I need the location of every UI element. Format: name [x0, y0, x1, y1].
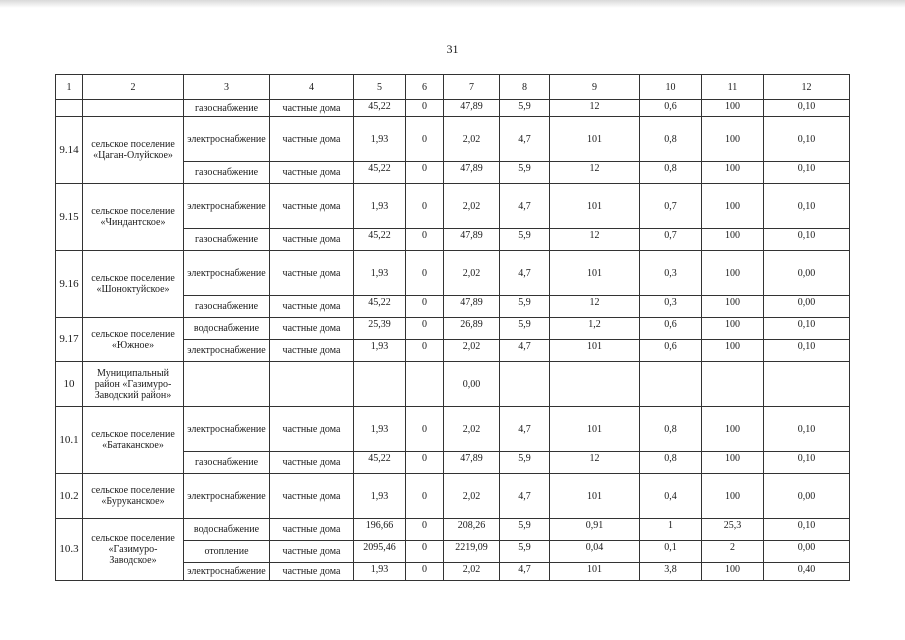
value-cell: 100 — [702, 563, 764, 581]
value-cell: 0,10 — [764, 452, 850, 474]
value-cell: 0 — [406, 318, 444, 340]
value-cell: 4,7 — [500, 117, 550, 162]
service-cell: водоснабжение — [184, 519, 270, 541]
housing-cell — [270, 362, 354, 407]
value-cell: 0,10 — [764, 229, 850, 251]
table-row — [56, 474, 850, 519]
header-cell: 10 — [640, 75, 702, 100]
value-cell: 100 — [702, 100, 764, 117]
value-cell: 101 — [550, 184, 640, 229]
value-cell: 45,22 — [354, 100, 406, 117]
housing-cell: частные дома — [270, 184, 354, 229]
value-cell: 5,9 — [500, 541, 550, 563]
value-cell: 0,40 — [764, 563, 850, 581]
housing-cell: частные дома — [270, 519, 354, 541]
header-cell: 4 — [270, 75, 354, 100]
page-number: 31 — [446, 42, 459, 56]
housing-cell: частные дома — [270, 340, 354, 362]
service-cell: электроснабжение — [184, 340, 270, 362]
value-cell: 0,4 — [640, 474, 702, 519]
housing-cell: частные дома — [270, 541, 354, 563]
value-cell: 12 — [550, 100, 640, 117]
value-cell: 101 — [550, 117, 640, 162]
value-cell: 0,04 — [550, 541, 640, 563]
value-cell: 1,93 — [354, 340, 406, 362]
value-cell: 4,7 — [500, 407, 550, 452]
name-cell: Муниципальный район «Газимуро-Заводский район» — [83, 362, 184, 407]
value-cell: 0 — [406, 340, 444, 362]
value-cell: 1,93 — [354, 407, 406, 452]
value-cell: 0,7 — [640, 184, 702, 229]
service-cell: газоснабжение — [184, 296, 270, 318]
name-cell: сельское поселение «Цаган-Олуйское» — [83, 117, 184, 184]
header-cell: 1 — [56, 75, 83, 100]
housing-cell: частные дома — [270, 162, 354, 184]
value-cell: 47,89 — [444, 452, 500, 474]
value-cell: 0 — [406, 452, 444, 474]
value-cell — [354, 362, 406, 407]
service-cell: водоснабжение — [184, 318, 270, 340]
header-cell: 8 — [500, 75, 550, 100]
value-cell: 0,10 — [764, 117, 850, 162]
header-row — [56, 75, 850, 100]
value-cell: 2,02 — [444, 407, 500, 452]
table-row — [56, 519, 850, 541]
table-row — [56, 407, 850, 452]
value-cell: 47,89 — [444, 229, 500, 251]
value-cell: 0,00 — [764, 296, 850, 318]
service-cell: электроснабжение — [184, 117, 270, 162]
value-cell: 0,10 — [764, 100, 850, 117]
housing-cell: частные дома — [270, 474, 354, 519]
value-cell: 0 — [406, 541, 444, 563]
housing-cell: частные дома — [270, 318, 354, 340]
value-cell: 5,9 — [500, 296, 550, 318]
value-cell: 0 — [406, 519, 444, 541]
id-cell: 10.3 — [56, 519, 83, 581]
table-row — [56, 251, 850, 296]
value-cell: 5,9 — [500, 229, 550, 251]
value-cell: 0 — [406, 251, 444, 296]
value-cell: 0,8 — [640, 452, 702, 474]
value-cell: 0 — [406, 474, 444, 519]
value-cell: 26,89 — [444, 318, 500, 340]
table-row — [56, 318, 850, 340]
value-cell: 100 — [702, 229, 764, 251]
value-cell — [702, 362, 764, 407]
service-cell: электроснабжение — [184, 251, 270, 296]
value-cell: 0,6 — [640, 100, 702, 117]
table-row — [56, 117, 850, 162]
service-cell: газоснабжение — [184, 100, 270, 117]
service-cell: электроснабжение — [184, 563, 270, 581]
housing-cell: частные дома — [270, 100, 354, 117]
value-cell: 0,10 — [764, 519, 850, 541]
value-cell: 101 — [550, 251, 640, 296]
value-cell: 2,02 — [444, 563, 500, 581]
value-cell: 101 — [550, 474, 640, 519]
value-cell: 2,02 — [444, 184, 500, 229]
value-cell: 100 — [702, 318, 764, 340]
header-cell: 5 — [354, 75, 406, 100]
value-cell: 100 — [702, 340, 764, 362]
value-cell: 0,7 — [640, 229, 702, 251]
value-cell: 2 — [702, 541, 764, 563]
name-cell: сельское поселение «Шоноктуйское» — [83, 251, 184, 318]
value-cell: 2095,46 — [354, 541, 406, 563]
value-cell: 0,1 — [640, 541, 702, 563]
value-cell: 12 — [550, 452, 640, 474]
value-cell: 4,7 — [500, 563, 550, 581]
value-cell: 0,3 — [640, 251, 702, 296]
value-cell: 0,10 — [764, 340, 850, 362]
id-cell — [56, 100, 83, 117]
id-cell: 9.16 — [56, 251, 83, 318]
value-cell: 47,89 — [444, 296, 500, 318]
value-cell: 1,2 — [550, 318, 640, 340]
value-cell: 12 — [550, 296, 640, 318]
id-cell: 10 — [56, 362, 83, 407]
header-cell: 3 — [184, 75, 270, 100]
id-cell: 9.14 — [56, 117, 83, 184]
name-cell — [83, 100, 184, 117]
value-cell: 0,10 — [764, 407, 850, 452]
value-cell: 208,26 — [444, 519, 500, 541]
value-cell: 5,9 — [500, 452, 550, 474]
service-cell: электроснабжение — [184, 474, 270, 519]
header-cell: 9 — [550, 75, 640, 100]
value-cell: 45,22 — [354, 452, 406, 474]
value-cell: 0,6 — [640, 340, 702, 362]
value-cell: 4,7 — [500, 474, 550, 519]
value-cell: 5,9 — [500, 100, 550, 117]
service-cell: газоснабжение — [184, 452, 270, 474]
id-cell: 9.17 — [56, 318, 83, 362]
value-cell: 0,10 — [764, 184, 850, 229]
value-cell: 0,8 — [640, 162, 702, 184]
value-cell: 45,22 — [354, 162, 406, 184]
value-cell: 47,89 — [444, 162, 500, 184]
value-cell: 100 — [702, 162, 764, 184]
service-cell: газоснабжение — [184, 229, 270, 251]
value-cell: 25,39 — [354, 318, 406, 340]
header-cell: 12 — [764, 75, 850, 100]
table-row — [56, 100, 850, 117]
name-cell: сельское поселение «Буруканское» — [83, 474, 184, 519]
value-cell: 0 — [406, 162, 444, 184]
value-cell: 0 — [406, 563, 444, 581]
value-cell: 12 — [550, 162, 640, 184]
housing-cell: частные дома — [270, 251, 354, 296]
value-cell: 1 — [640, 519, 702, 541]
value-cell: 100 — [702, 251, 764, 296]
housing-cell: частные дома — [270, 296, 354, 318]
value-cell: 0,6 — [640, 318, 702, 340]
value-cell: 0 — [406, 296, 444, 318]
value-cell: 0 — [406, 100, 444, 117]
value-cell: 0,00 — [764, 251, 850, 296]
value-cell: 101 — [550, 563, 640, 581]
value-cell — [640, 362, 702, 407]
value-cell: 1,93 — [354, 251, 406, 296]
value-cell: 2,02 — [444, 251, 500, 296]
housing-cell: частные дома — [270, 452, 354, 474]
scan-edge — [0, 0, 905, 8]
name-cell: сельское поселение «Газимуро-Заводское» — [83, 519, 184, 581]
value-cell: 5,9 — [500, 519, 550, 541]
value-cell: 1,93 — [354, 474, 406, 519]
value-cell: 2219,09 — [444, 541, 500, 563]
value-cell: 0,8 — [640, 117, 702, 162]
table-row — [56, 362, 850, 407]
value-cell: 0 — [406, 117, 444, 162]
value-cell: 101 — [550, 407, 640, 452]
value-cell: 3,8 — [640, 563, 702, 581]
value-cell: 100 — [702, 184, 764, 229]
header-cell: 6 — [406, 75, 444, 100]
value-cell: 0,3 — [640, 296, 702, 318]
id-cell: 10.2 — [56, 474, 83, 519]
housing-cell: частные дома — [270, 117, 354, 162]
service-cell: газоснабжение — [184, 162, 270, 184]
value-cell: 2,02 — [444, 474, 500, 519]
header-cell: 2 — [83, 75, 184, 100]
value-cell — [500, 362, 550, 407]
value-cell: 100 — [702, 474, 764, 519]
service-cell: отопление — [184, 541, 270, 563]
header-cell: 7 — [444, 75, 500, 100]
name-cell: сельское поселение «Чиндантское» — [83, 184, 184, 251]
housing-cell: частные дома — [270, 229, 354, 251]
value-cell: 45,22 — [354, 296, 406, 318]
header-cell: 11 — [702, 75, 764, 100]
value-cell: 0 — [406, 184, 444, 229]
value-cell: 100 — [702, 296, 764, 318]
value-cell: 0,00 — [764, 474, 850, 519]
table-row — [56, 184, 850, 229]
tariff-table — [55, 74, 850, 581]
service-cell: электроснабжение — [184, 407, 270, 452]
value-cell: 196,66 — [354, 519, 406, 541]
value-cell: 0,10 — [764, 318, 850, 340]
name-cell: сельское поселение «Батаканское» — [83, 407, 184, 474]
value-cell: 100 — [702, 452, 764, 474]
value-cell: 4,7 — [500, 184, 550, 229]
value-cell — [406, 362, 444, 407]
value-cell: 0,00 — [444, 362, 500, 407]
value-cell: 0,8 — [640, 407, 702, 452]
value-cell: 1,93 — [354, 184, 406, 229]
name-cell: сельское поселение «Южное» — [83, 318, 184, 362]
value-cell: 25,3 — [702, 519, 764, 541]
value-cell: 5,9 — [500, 162, 550, 184]
value-cell: 5,9 — [500, 318, 550, 340]
service-cell: электроснабжение — [184, 184, 270, 229]
value-cell: 100 — [702, 407, 764, 452]
value-cell: 2,02 — [444, 340, 500, 362]
id-cell: 9.15 — [56, 184, 83, 251]
value-cell: 2,02 — [444, 117, 500, 162]
value-cell: 0,10 — [764, 162, 850, 184]
value-cell: 47,89 — [444, 100, 500, 117]
value-cell: 0,00 — [764, 541, 850, 563]
value-cell: 12 — [550, 229, 640, 251]
value-cell: 0 — [406, 229, 444, 251]
value-cell: 4,7 — [500, 251, 550, 296]
value-cell: 4,7 — [500, 340, 550, 362]
value-cell: 101 — [550, 340, 640, 362]
value-cell: 1,93 — [354, 563, 406, 581]
housing-cell: частные дома — [270, 407, 354, 452]
value-cell: 100 — [702, 117, 764, 162]
service-cell — [184, 362, 270, 407]
housing-cell: частные дома — [270, 563, 354, 581]
value-cell: 0,91 — [550, 519, 640, 541]
value-cell — [550, 362, 640, 407]
value-cell — [764, 362, 850, 407]
value-cell: 45,22 — [354, 229, 406, 251]
value-cell: 0 — [406, 407, 444, 452]
id-cell: 10.1 — [56, 407, 83, 474]
value-cell: 1,93 — [354, 117, 406, 162]
